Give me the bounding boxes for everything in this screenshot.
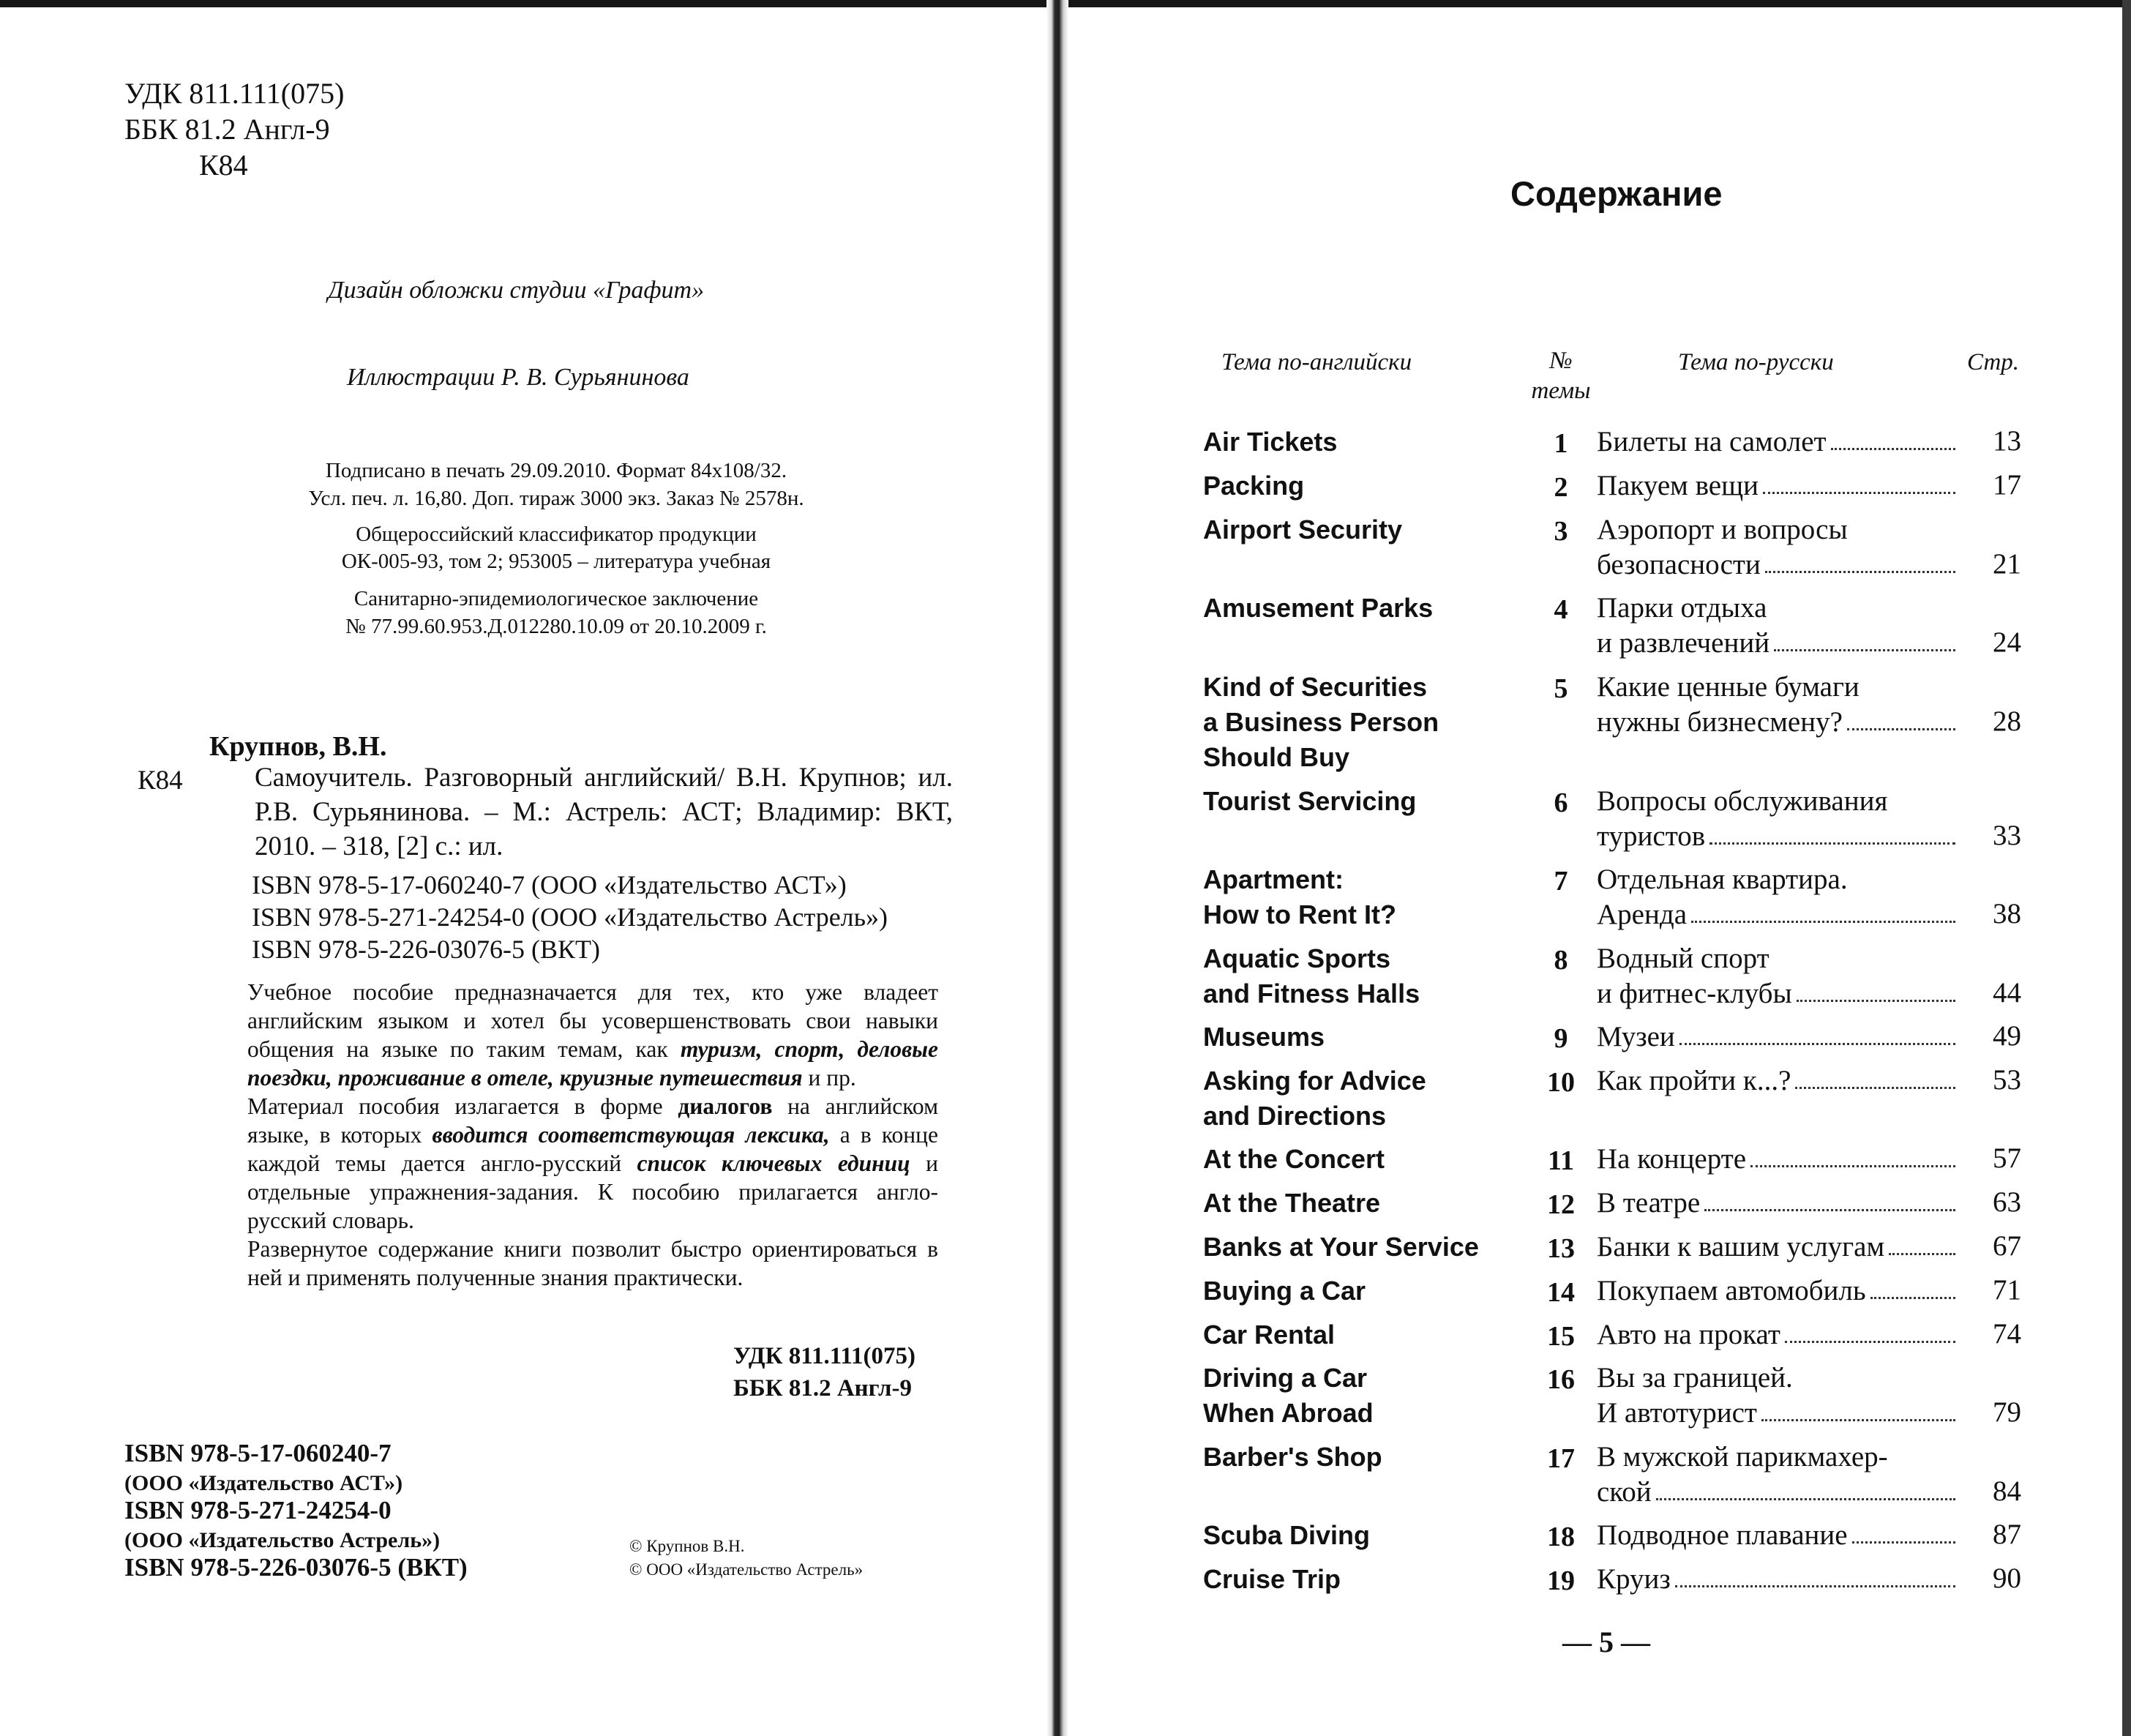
toc-russian-topic [1597,512,1957,583]
toc-topic-number: 12 [1547,1189,1575,1220]
toc-dot-leader [1852,1518,1955,1544]
toc-page-number: 90 [1993,1563,2021,1594]
toc-russian-topic [1597,424,1957,460]
toc-russian-topic [1597,1273,1957,1309]
toc-topic-number: 17 [1547,1443,1575,1474]
toc-russian-line: Аэропорт и вопросы [1597,514,1848,545]
isbn-line: ISBN 978-5-271-24254-0 (ООО «Издательство Астрель») [252,902,888,932]
header-russian-topic: Тема по-русски [1678,349,1834,375]
toc-russian-line: Водный спорт [1597,943,1769,974]
toc-english-line: Car Rental [1203,1320,1336,1350]
imprint-line: Санитарно-эпидемиологическое заключение [353,587,759,610]
right-page-contents [1068,0,2122,1736]
toc-russian-line [1597,705,1957,740]
toc-russian-text: и развлечений [1597,627,1770,659]
toc-russian-line [1597,1019,1957,1055]
toc-topic-number: 8 [1554,945,1568,976]
toc-dot-leader [1763,468,1955,494]
left-page-imprint [0,0,1046,1736]
toc-topic-number: 4 [1554,594,1568,625]
toc-dot-leader [1656,1475,1955,1500]
toc-russian-text: На концерте [1597,1143,1747,1175]
toc-russian-topic [1597,1019,1957,1055]
toc-russian-topic [1597,1230,1957,1265]
annotation [202,978,938,1292]
toc-english-line: and Directions [1203,1101,1387,1131]
header-topic-number [1528,348,1594,405]
toc-russian-text: Авто на прокат [1597,1319,1780,1350]
imprint-line: Подписано в печать 29.09.2010. Формат 84х108/32. [325,459,787,482]
toc-page-number: 33 [1993,820,2021,851]
header-english-topic: Тема по-английски [1221,349,1412,375]
toc-russian-topic [1597,1063,1957,1099]
book-gutter [1046,0,1068,1736]
toc-russian-topic [1597,1440,1957,1510]
toc-page-number: 84 [1993,1475,2021,1507]
toc-dot-leader [1679,1019,1955,1045]
copyright-publisher: © ООО «Издательство Астрель» [629,1560,864,1579]
toc-page-number: 24 [1993,626,2021,658]
isbn-block-line: ISBN 978-5-17-060240-7 [124,1439,392,1467]
toc-english-line: Kind of Securities [1203,672,1428,702]
toc-english-line: Air Tickets [1203,427,1338,457]
toc-english-line: Tourist Servicing [1203,786,1417,816]
toc-dot-leader [1765,547,1955,573]
toc-page-number: 17 [1993,469,2021,501]
toc-russian-text: безопасности [1597,549,1761,580]
toc-english-line: a Business Person [1203,707,1439,737]
toc-russian-topic [1597,1142,1957,1177]
toc-page-number: 71 [1993,1274,2021,1306]
toc-russian-topic [1597,1562,1957,1597]
toc-russian-topic [1597,784,1957,854]
toc-english-topic [1203,1273,1366,1309]
toc-dot-leader [1870,1273,1955,1299]
toc-english-topic [1203,591,1433,626]
toc-russian-text: ской [1597,1476,1652,1508]
toc-english-topic [1203,1186,1380,1221]
udk-code-bottom: УДК 811.111(075) [733,1343,916,1369]
toc-russian-text: нужны бизнесмену? [1597,706,1843,738]
toc-english-topic [1203,1230,1479,1265]
toc-dot-leader [1889,1230,1955,1255]
illustrations-credit: Иллюстрации Р. В. Сурьянинова [347,364,689,391]
toc-russian-line: Парки отдыха [1597,592,1767,624]
toc-russian-line: Вопросы обслуживания [1597,785,1888,817]
toc-english-line: Cruise Trip [1203,1564,1341,1594]
toc-dot-leader [1831,424,1955,450]
toc-english-line: At the Concert [1203,1144,1385,1174]
toc-russian-text: Как пройти к...? [1597,1065,1791,1096]
toc-english-topic [1203,512,1402,547]
toc-russian-line [1597,1475,1957,1510]
toc-russian-text: и фитнес-клубы [1597,978,1792,1009]
toc-english-line: Aquatic Sports [1203,943,1391,973]
toc-dot-leader [1750,1142,1955,1167]
toc-page-number: 74 [1993,1318,2021,1350]
cover-design-credit: Дизайн обложки студии «Графит» [328,277,705,304]
toc-english-topic [1203,468,1304,504]
toc-russian-topic [1597,1518,1957,1553]
toc-english-line: At the Theatre [1203,1188,1381,1218]
toc-english-line: Buying a Car [1203,1276,1366,1306]
toc-dot-leader [1785,1317,1955,1343]
toc-dot-leader [1704,1186,1955,1211]
toc-russian-line [1597,1396,1957,1431]
toc-page-number: 49 [1993,1020,2021,1052]
toc-topic-number: 11 [1548,1145,1574,1176]
toc-page-number: 53 [1993,1064,2021,1096]
toc-english-line: Asking for Advice [1203,1066,1426,1096]
author-mark: К84 [199,149,248,182]
toc-russian-text: Пакуем вещи [1597,470,1759,501]
annotation-paragraph: Учебное пособие предназначается для тех, кто уже владеет английским языком и хотел бы усовершенствовать свои навыки общения на языке по таким темам, как туризм, спорт, деловые поездки, проживание в отеле, круизные путешествия и пр. [247,979,938,1090]
toc-russian-text: В театре [1597,1187,1701,1219]
toc-dot-leader [1795,1063,1955,1089]
toc-english-line: Apartment: [1203,864,1344,894]
toc-russian-topic [1597,1317,1957,1352]
toc-english-line: Driving a Car [1203,1363,1368,1393]
toc-english-line: Packing [1203,471,1305,501]
toc-topic-number: 13 [1547,1233,1575,1264]
isbn-line: ISBN 978-5-226-03076-5 (ВКТ) [252,935,600,964]
toc-russian-line: В мужской парикмахер- [1597,1441,1888,1473]
toc-english-line: Amusement Parks [1203,593,1434,623]
toc-english-line: When Abroad [1203,1398,1374,1428]
toc-topic-number: 15 [1547,1321,1575,1352]
imprint-line: Общероссийский классификатор продукции [356,523,757,546]
toc-dot-leader [1774,626,1955,651]
toc-dot-leader [1691,897,1955,923]
udk-code: УДК 811.111(075) [124,77,345,110]
toc-russian-line [1597,468,1957,504]
contents-title: Содержание [1510,174,1723,213]
toc-russian-line [1597,819,1957,854]
toc-english-topic [1203,1317,1335,1352]
toc-topic-number: 18 [1547,1522,1575,1552]
toc-topic-number: 19 [1547,1565,1575,1596]
toc-english-line: Banks at Your Service [1203,1232,1479,1262]
toc-dot-leader [1761,1396,1955,1421]
toc-dot-leader [1709,819,1955,845]
toc-russian-text: И автотурист [1597,1397,1757,1429]
toc-page-number: 28 [1993,706,2021,737]
toc-english-line: Scuba Diving [1203,1520,1371,1550]
toc-russian-text: Круиз [1597,1563,1671,1595]
toc-russian-text: Аренда [1597,899,1687,930]
toc-russian-topic [1597,591,1957,661]
imprint-line: № 77.99.60.953.Д.012280.10.09 от 20.10.2009 г. [345,615,767,638]
toc-english-topic [1203,784,1416,819]
toc-english-topic [1203,862,1396,932]
toc-english-line: Should Buy [1203,742,1349,772]
toc-page-number: 57 [1993,1142,2021,1174]
toc-russian-topic [1597,1186,1957,1221]
toc-russian-line [1597,1142,1957,1177]
toc-russian-line: Отдельная квартира. [1597,864,1848,895]
toc-topic-number: 2 [1554,472,1568,503]
toc-dot-leader [1797,976,1955,1002]
toc-russian-text: Покупаем автомобиль [1597,1275,1866,1306]
toc-english-topic [1203,941,1420,1011]
toc-russian-line [1597,1186,1957,1221]
copyright-author: © Крупнов В.Н. [629,1537,745,1555]
toc-page-number: 67 [1993,1230,2021,1262]
isbn-block-line: ISBN 978-5-271-24254-0 [124,1496,392,1524]
header-number-sign: № [1549,348,1573,374]
toc-russian-text: Подводное плавание [1597,1519,1848,1551]
toc-russian-line [1597,424,1957,460]
toc-russian-line [1597,547,1957,583]
toc-russian-line [1597,1063,1957,1099]
toc-dot-leader [1847,705,1955,730]
toc-english-line: Museums [1203,1022,1325,1052]
toc-page-number: 79 [1993,1396,2021,1428]
bibliographic-description: Самоучитель. Разговорный английский/ В.Н. Крупнов; ил. Р.В. Сурьянинова. – М.: Астрель: АСТ; Владимир: ВКТ, 2010. – 318, [2] с.: ил. [255,763,953,861]
toc-english-topic [1203,1562,1341,1597]
toc-russian-text: Музеи [1597,1021,1675,1052]
imprint-line: Усл. печ. л. 16,80. Доп. тираж 3000 экз. Заказ № 2578н. [308,487,804,510]
header-page: Стр. [1967,349,2020,375]
toc-russian-text: Билеты на самолет [1597,426,1827,457]
toc-english-topic [1203,670,1439,775]
page-number: — 5 — [1562,1625,1650,1658]
author-name: Крупнов, В.Н. [209,731,387,762]
toc-russian-line [1597,1317,1957,1352]
toc-english-line: Barber's Shop [1203,1442,1382,1472]
isbn-line: ISBN 978-5-17-060240-7 (ООО «Издательство АСТ») [252,870,847,899]
toc-topic-number: 10 [1547,1067,1575,1098]
toc-topic-number: 1 [1554,428,1568,459]
biblio-code: К84 [138,766,183,796]
toc-russian-topic [1597,670,1957,740]
toc-russian-line [1597,1562,1957,1597]
toc-russian-line: Какие ценные бумаги [1597,671,1860,703]
isbn-block-line: (ООО «Издательство Астрель») [124,1528,441,1552]
scan-right-edge [2122,0,2131,1736]
toc-page-number: 87 [1993,1519,2021,1550]
annotation-paragraph: Развернутое содержание книги позволит быстро ориентироваться в ней и применять полученные знания практически. [247,1236,938,1290]
toc-topic-number: 9 [1554,1023,1568,1054]
toc-english-line: How to Rent It? [1203,899,1396,929]
toc-english-topic [1203,424,1337,460]
toc-topic-number: 7 [1554,866,1568,897]
toc-english-topic [1203,1518,1370,1553]
isbn-block-line: ISBN 978-5-226-03076-5 (ВКТ) [124,1553,468,1582]
toc-english-topic [1203,1142,1385,1177]
toc-dot-leader [1675,1562,1955,1587]
toc-english-topic [1203,1361,1374,1431]
toc-english-topic [1203,1440,1382,1475]
toc-russian-line [1597,1273,1957,1309]
toc-english-topic [1203,1063,1426,1134]
toc-russian-line [1597,976,1957,1011]
toc-russian-line: Вы за границей. [1597,1362,1793,1393]
imprint-line: ОК-005-93, том 2; 953005 – литература учебная [341,550,771,573]
bbk-code: ББК 81.2 Англ-9 [124,113,330,146]
toc-russian-topic [1597,1361,1957,1431]
toc-page-number: 63 [1993,1186,2021,1218]
toc-topic-number: 5 [1554,673,1568,704]
annotation-paragraph: Материал пособия излагается в форме диалогов на английском языке, в которых вводится соответствующая лексика, а в конце каждой темы дается англо-русский список ключевых единиц и отдельные упражнения-задания. К пособию прилагается англо-русский словарь. [247,1093,938,1233]
toc-topic-number: 3 [1554,516,1568,547]
toc-page-number: 44 [1993,977,2021,1009]
toc-russian-topic [1597,862,1957,932]
toc-russian-line [1597,626,1957,661]
toc-topic-number: 16 [1547,1364,1575,1395]
toc-topic-number: 14 [1547,1277,1575,1308]
toc-english-topic [1203,1019,1325,1055]
toc-english-line: Airport Security [1203,515,1403,545]
isbn-block-line: (ООО «Издательство АСТ») [124,1471,403,1495]
toc-russian-line [1597,1518,1957,1553]
toc-english-line: and Fitness Halls [1203,979,1420,1009]
toc-topic-number: 6 [1554,787,1568,818]
toc-russian-topic [1597,941,1957,1011]
toc-page-number: 38 [1993,898,2021,929]
header-number-word: темы [1531,378,1591,404]
toc-russian-topic [1597,468,1957,504]
toc-page-number: 21 [1993,548,2021,580]
toc-russian-line [1597,897,1957,932]
toc-russian-text: туристов [1597,820,1706,852]
bbk-code-bottom: ББК 81.2 Англ-9 [733,1375,912,1402]
toc-page-number: 13 [1993,425,2021,457]
toc-russian-line [1597,1230,1957,1265]
toc-russian-text: Банки к вашим услугам [1597,1231,1885,1262]
